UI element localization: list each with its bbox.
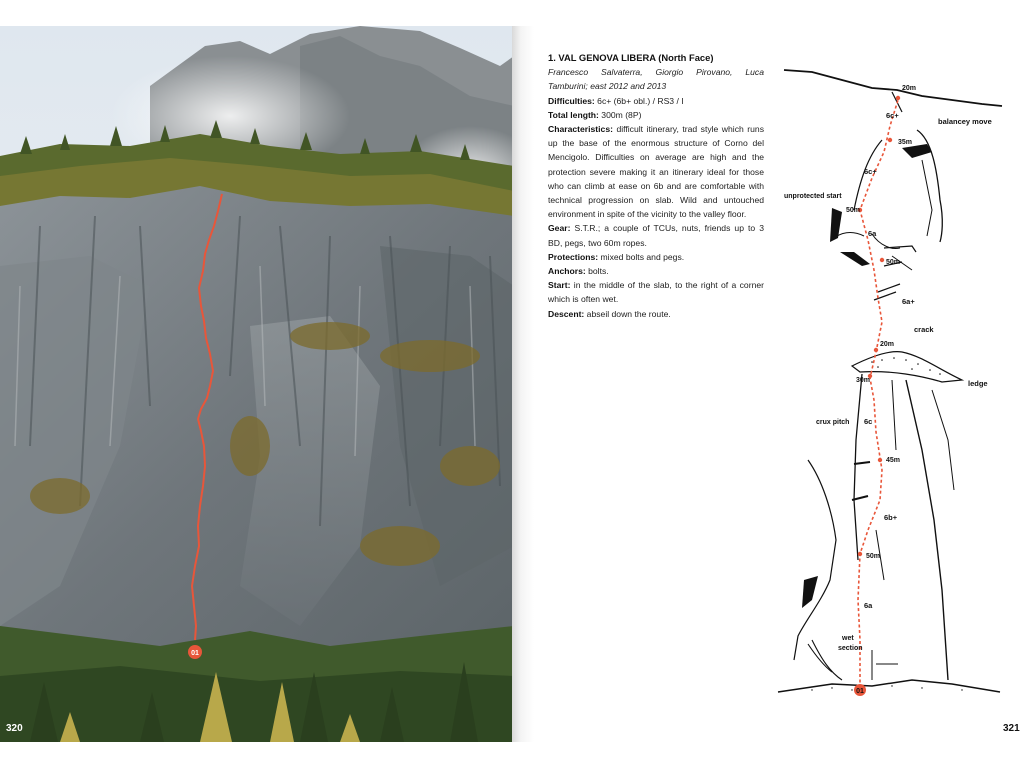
- label-pitch-20m-top: 20m: [902, 85, 917, 92]
- route-field-value: in the middle of the slab, to the right of a corner which is often wet.: [548, 280, 764, 305]
- topo-start-marker-label: 01: [856, 688, 864, 695]
- route-start-marker-label: 01: [191, 650, 199, 657]
- route-field-label: Anchors:: [548, 266, 586, 277]
- route-field: [548, 250, 764, 264]
- label-crack: crack: [914, 325, 934, 334]
- route-field: [548, 94, 764, 108]
- topo-route-line: [858, 100, 901, 688]
- route-field-value: 6c+ (6b+ obl.) / RS3 / I: [594, 95, 684, 106]
- label-grade-6c-plus-2: 6c+: [864, 167, 877, 176]
- cliff-photo-illustration: [0, 26, 514, 742]
- label-pitch-30m: 30m: [856, 377, 871, 384]
- book-gutter: [512, 26, 534, 742]
- label-unprotected-start: unprotected start: [784, 193, 842, 200]
- route-field-label: Descent:: [548, 308, 585, 319]
- route-description: [548, 51, 764, 321]
- route-field: [548, 122, 764, 221]
- label-grade-6c-plus-top: 6c+: [886, 111, 899, 120]
- route-field: [548, 108, 764, 122]
- label-pitch-50m-b: 50m: [886, 259, 901, 266]
- label-grade-6b-plus: 6b+: [884, 513, 898, 522]
- route-field-value: difficult itinerary, trad style which runs up the base of the enormous structure of Corno del Mencigolo. Difficulties on average are high and the protection severe making it an itinerary ideal for those who can climb at ease on 6b and are comfortable with technical progression on slab. Wild and untouched environment in spite of the vicinity to the valley floor.: [548, 124, 764, 220]
- label-grade-6a-top: 6a: [868, 229, 877, 238]
- route-field-value: bolts.: [585, 266, 609, 277]
- route-field-label: Protections:: [548, 251, 599, 262]
- route-authors: Francesco Salvaterra, Giorgio Pirovano, Luca Tamburini; east 2012 and 2013: [548, 67, 764, 92]
- route-heading: 1. VAL GENOVA LIBERA (North Face): [548, 52, 714, 63]
- route-topo-diagram: [772, 60, 1008, 700]
- label-ledge: ledge: [968, 379, 988, 388]
- cliff-photo: [0, 26, 514, 742]
- route-field: [548, 307, 764, 321]
- route-field: [548, 264, 764, 278]
- page-number-left: 320: [6, 723, 23, 734]
- label-grade-6a-bottom: 6a: [864, 601, 873, 610]
- label-section: section: [838, 645, 863, 652]
- route-field: [548, 221, 764, 249]
- route-field-label: Start:: [548, 280, 571, 291]
- route-field-label: Gear:: [548, 223, 571, 234]
- route-fields: [548, 94, 764, 321]
- label-grade-6c: 6c: [864, 417, 873, 426]
- route-field-value: S.T.R.; a couple of TCUs, nuts, friends up to 3 BD, pegs, two 60m ropes.: [548, 223, 764, 248]
- route-field-label: Difficulties:: [548, 95, 595, 106]
- label-crux-pitch: crux pitch: [816, 419, 850, 426]
- route-field-value: mixed bolts and pegs.: [598, 251, 685, 262]
- route-field: [548, 278, 764, 306]
- page-number-right: 321: [1003, 723, 1020, 734]
- route-field-label: Characteristics:: [548, 124, 613, 135]
- route-field-value: abseil down the route.: [584, 308, 671, 319]
- label-pitch-45m: 45m: [886, 457, 901, 464]
- route-field-value: 300m (8P): [598, 109, 642, 120]
- label-grade-6a-plus: 6a+: [902, 297, 915, 306]
- label-pitch-50m-a: 50m: [846, 207, 861, 214]
- route-field-label: Total length:: [548, 109, 599, 120]
- label-pitch-20m-mid: 20m: [880, 341, 895, 348]
- label-pitch-35m: 35m: [898, 139, 913, 146]
- label-pitch-50m-c: 50m: [866, 553, 881, 560]
- label-wet: wet: [842, 635, 854, 642]
- label-balancey-move: balancey move: [938, 117, 992, 126]
